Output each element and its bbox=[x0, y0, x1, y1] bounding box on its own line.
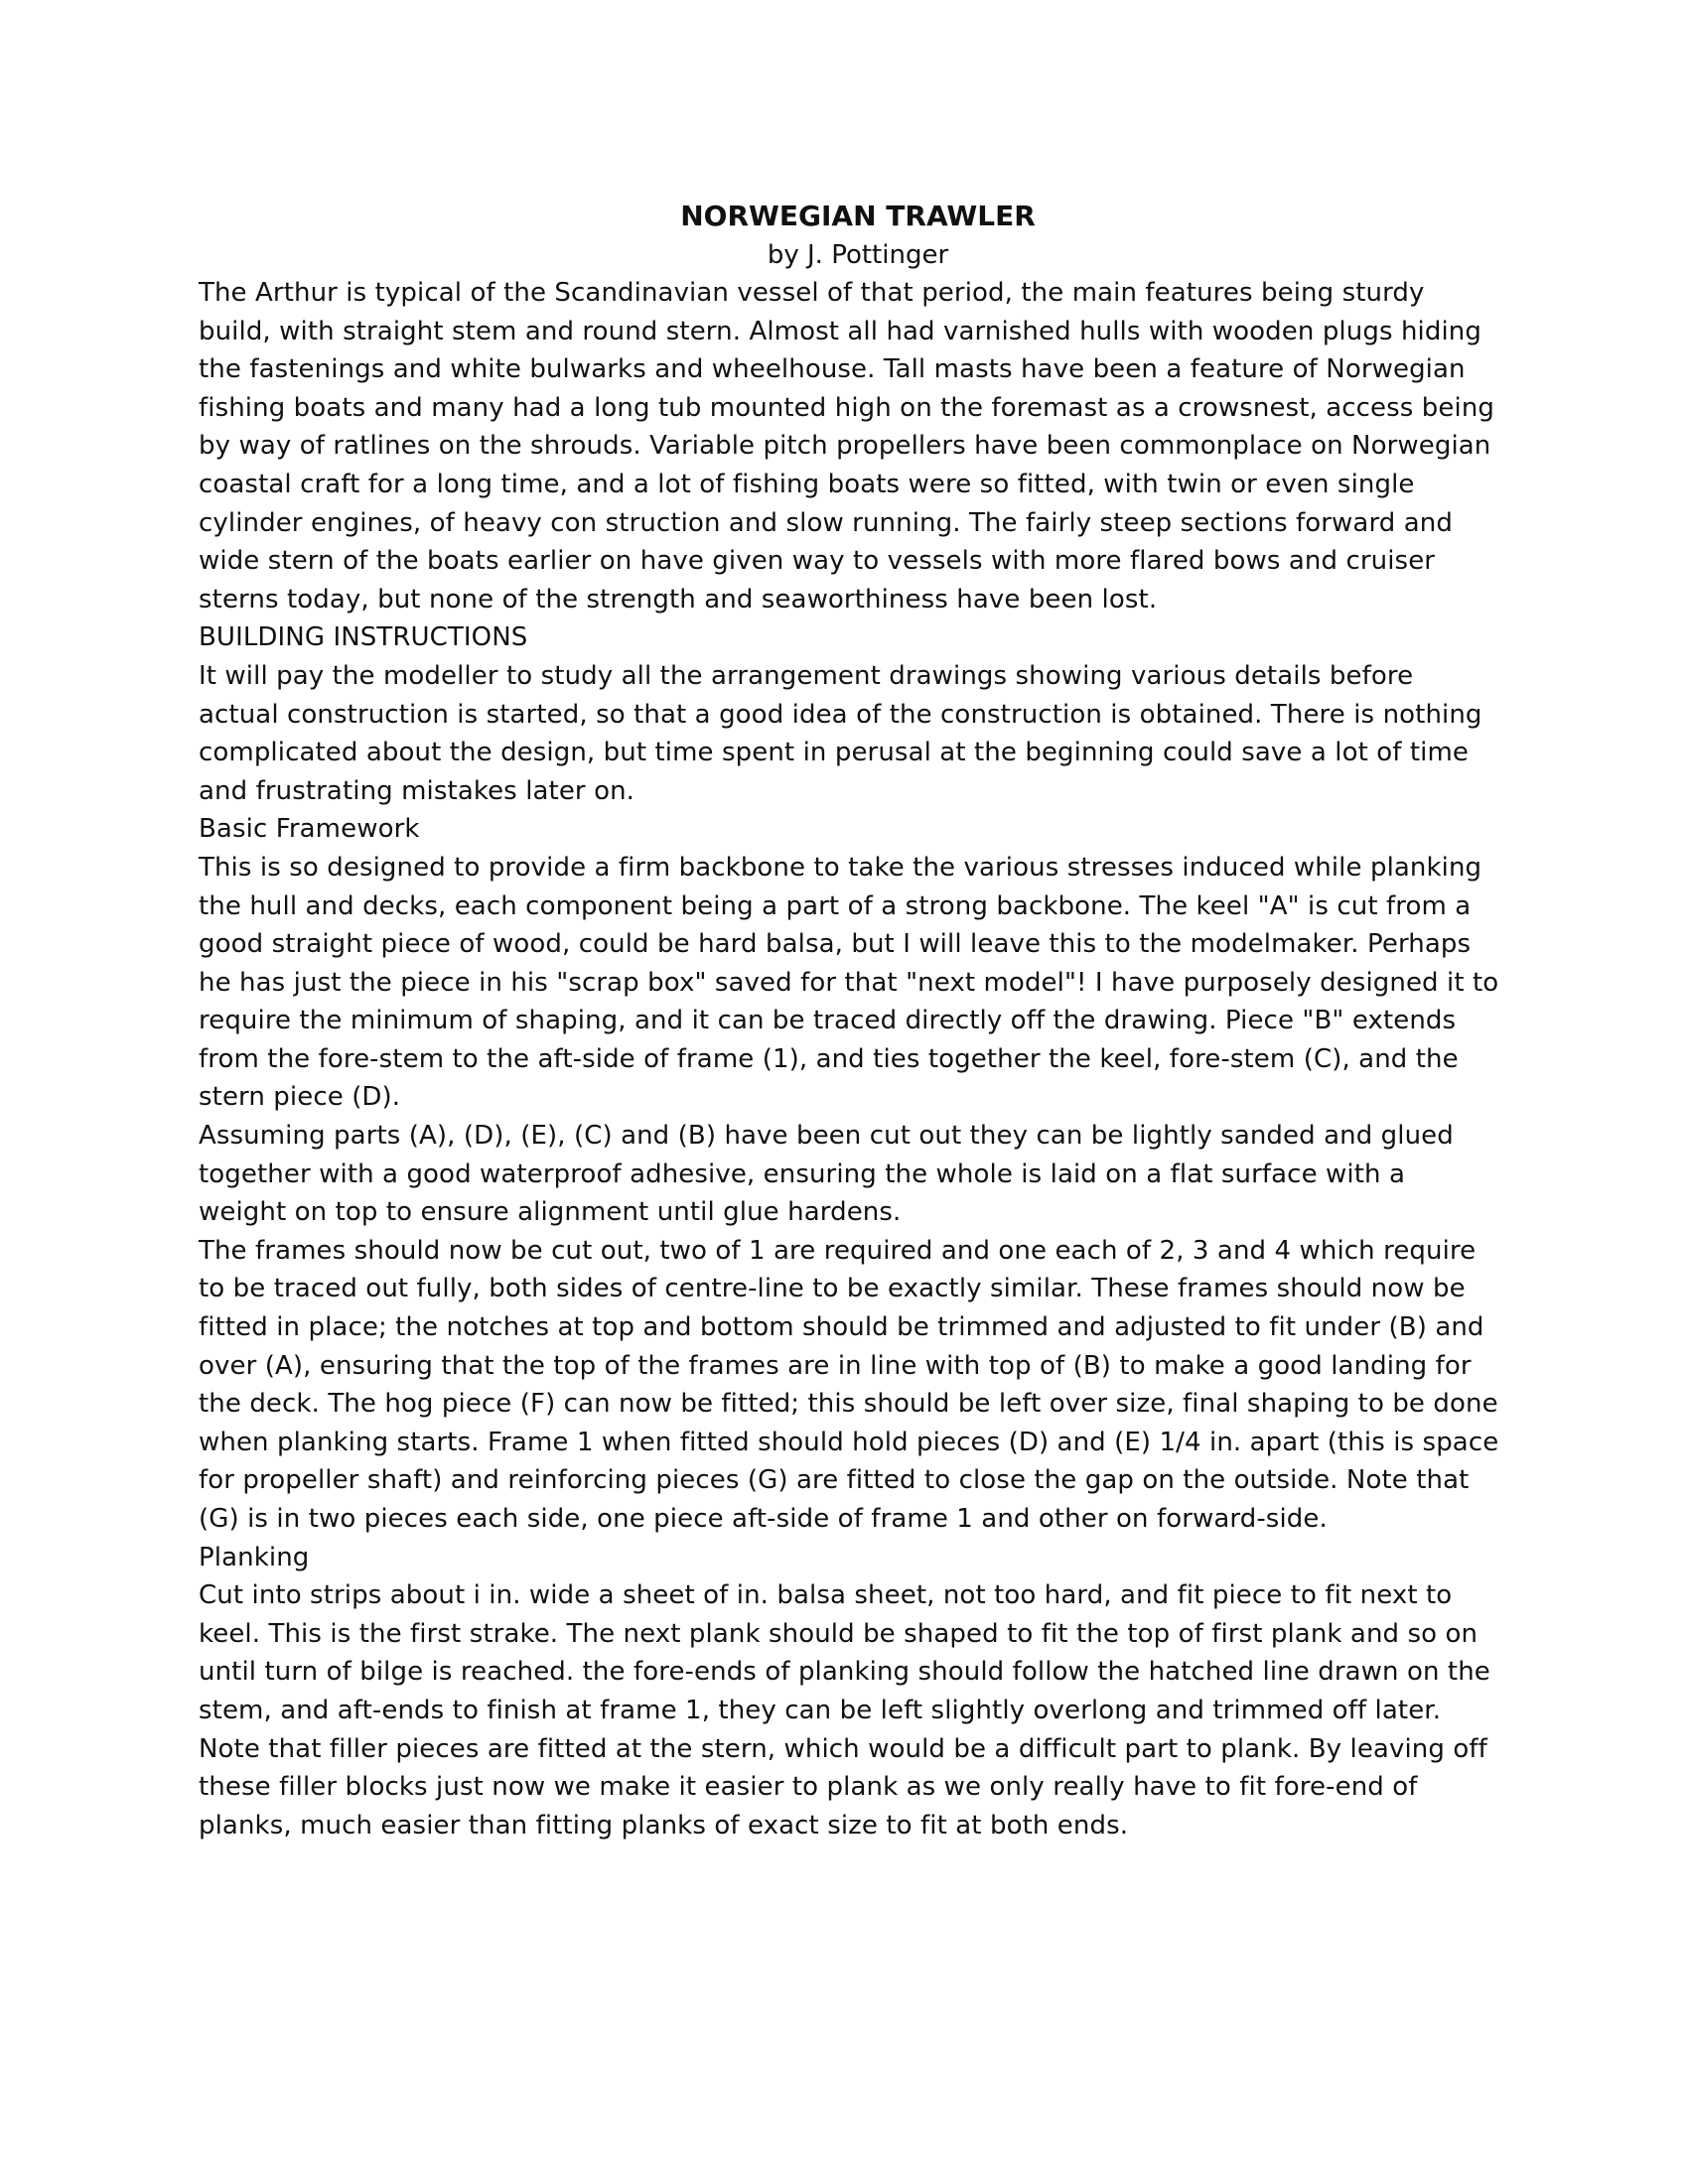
document-page bbox=[199, 197, 1499, 1844]
basic-framework-paragraph-1: This is so designed to provide a firm backbone to take the various stresses induced while planking the hull and decks, each component being a part of a strong backbone. The keel "A" is cut from a good straight piece of wood, could be hard balsa, but I will leave this to the modelmaker. Perhaps he has just the piece in his "scrap box" saved for that "next model"! I have purposely designed it to require the minimum of shaping, and it can be traced directly off the drawing. Piece "B" extends from the fore-stem to the aft-side of frame (1), and ties together the keel, fore-stem (C), and the stern piece (D). bbox=[199, 852, 1499, 1113]
document-title: NORWEGIAN TRAWLER bbox=[680, 200, 1036, 232]
basic-framework-heading: Basic Framework bbox=[199, 814, 420, 845]
basic-framework-paragraph-2: Assuming parts (A), (D), (E), (C) and (B) have been cut out they can be lightly sanded and glued together with a good waterproof adhesive, ensuring the whole is laid on a flat surface with a weight on top to ensure alignment until glue hardens. bbox=[199, 1121, 1454, 1228]
building-instructions-heading: BUILDING INSTRUCTIONS bbox=[199, 622, 528, 653]
author-byline: by J. Pottinger bbox=[767, 240, 949, 270]
planking-heading: Planking bbox=[199, 1542, 310, 1572]
basic-framework-paragraph-3: The frames should now be cut out, two of 1 are required and one each of 2, 3 and 4 which require to be traced out fully, both sides of centre-line to be exactly similar. These frames should now be fitted in place; the notches at top and bottom should be trimmed and adjusted to fit under (B) and over (A), ensuring that the top of the frames are in line with top of (B) to make a good landing for the deck. The hog piece (F) can now be fitted; this should be left over size, final shaping to be done when planking starts. Frame 1 when fitted should hold pieces (D) and (E) 1/4 in. apart (this is space for propeller shaft) and reinforcing pieces (G) are fitted to close the gap on the outside. Note that (G) is in two pieces each side, one piece aft-side of frame 1 and other on forward-side. bbox=[199, 1235, 1499, 1534]
intro-paragraph: The Arthur is typical of the Scandinavian vessel of that period, the main features being sturdy build, with straight stem and round stern. Almost all had varnished hulls with wooden plugs hiding the fastenings and white bulwarks and wheelhouse. Tall masts have been a feature of Norwegian fishing boats and many had a long tub mounted high on the foremast as a crowsnest, access being by way of ratlines on the shrouds. Variable pitch propellers have been commonplace on Norwegian coastal craft for a long time, and a lot of fishing boats were so fitted, with twin or even single cylinder engines, of heavy con struction and slow running. The fairly steep sections forward and wide stern of the boats earlier on have given way to vessels with more flared bows and cruiser sterns today, but none of the strength and seaworthiness have been lost. bbox=[199, 278, 1495, 614]
building-instructions-paragraph: It will pay the modeller to study all the arrangement drawings showing various details before actual construction is started, so that a good idea of the construction is obtained. There is nothing complicated about the design, but time spent in perusal at the beginning could save a lot of time and frustrating mistakes later on. bbox=[199, 660, 1482, 806]
planking-paragraph: Cut into strips about i in. wide a sheet of in. balsa sheet, not too hard, and fit piece to fit next to keel. This is the first strake. The next plank should be shaped to fit the top of first plank and so on until turn of bilge is reached. the fore-ends of planking should follow the hatched line drawn on the stem, and aft-ends to finish at frame 1, they can be left slightly overlong and trimmed off later. Note that filler pieces are fitted at the stern, which would be a difficult part to plank. By leaving off these filler blocks just now we make it easier to plank as we only really have to fit fore-end of planks, much easier than fitting planks of exact size to fit at both ends. bbox=[199, 1580, 1490, 1841]
